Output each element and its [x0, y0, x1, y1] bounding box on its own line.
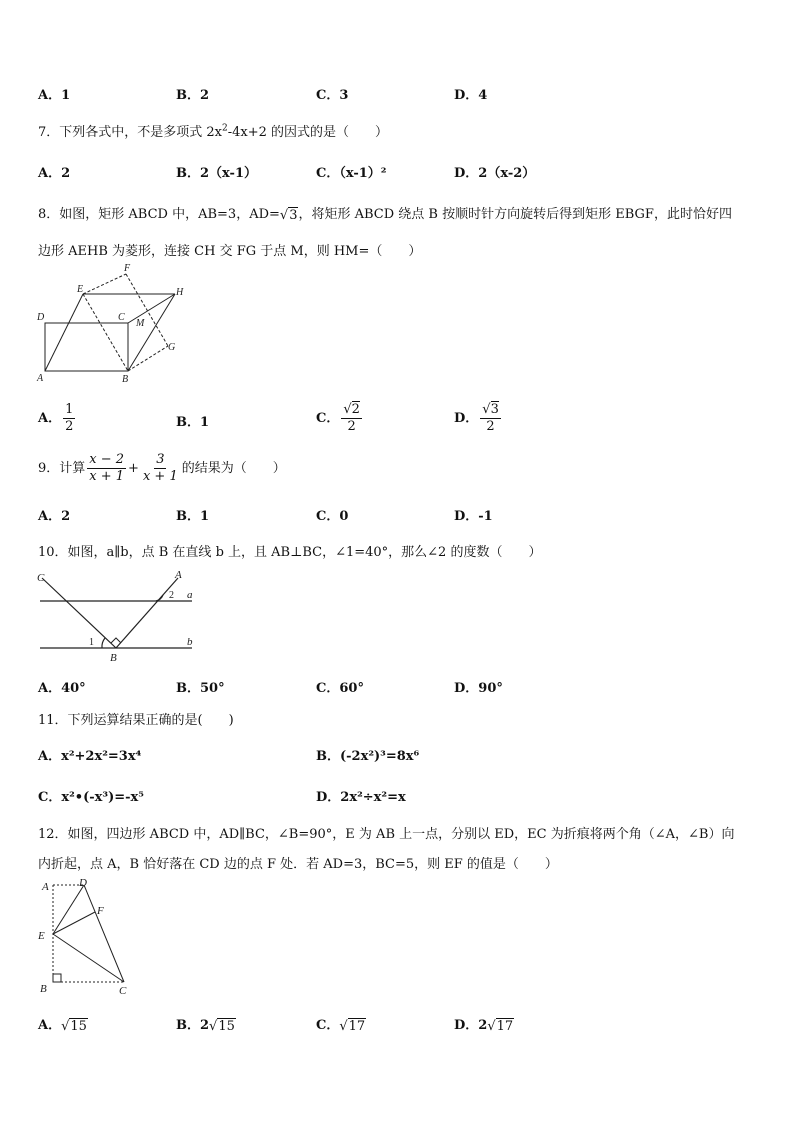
label-f: F [124, 263, 131, 274]
label-e: E [38, 930, 45, 942]
q9-frac1 [87, 452, 126, 485]
q7-option-a: A．2 [38, 166, 71, 181]
q12-option-b [176, 1014, 236, 1034]
q12-figure [34, 878, 134, 998]
label-a: A [175, 569, 182, 581]
q11-option-c: C．x²•(-x³)=-x⁵ [38, 790, 144, 805]
q7-option-b: B．2（x-1） [176, 166, 257, 181]
q10-option-a: A．40° [38, 681, 86, 696]
label-e: E [77, 284, 84, 295]
label-a: A [37, 373, 44, 384]
segment-ba [116, 578, 178, 648]
q6-option-a: A．1 [38, 88, 71, 103]
q9-f2-num: 3 [156, 452, 165, 467]
q6-option-d: D．4 [454, 88, 488, 103]
q12-b-rad: 15 [218, 1018, 235, 1034]
label-c: C [118, 312, 125, 323]
segment-fg [126, 274, 168, 346]
q8-sqrt: √3 [279, 207, 298, 223]
q8-line1 [38, 203, 732, 223]
q12-b-label: B．2 [176, 1018, 210, 1033]
q9-option-c: C．0 [316, 509, 349, 524]
q8-a-num: 1 [65, 402, 74, 417]
q8-line2: 边形 AEHB 为菱形，连接 CH 交 FG 于点 M，则 HM=（ ） [38, 244, 422, 259]
q9-option-b: B．1 [176, 509, 210, 524]
q8-option-c [316, 402, 364, 435]
q9-option-a: A．2 [38, 509, 71, 524]
q11-question: 11．下列运算结果正确的是( ) [38, 713, 234, 728]
q11-option-b: B．(-2x²)³=8x⁶ [316, 749, 420, 764]
q12-a-rad: 15 [70, 1018, 87, 1034]
q9-suffix: 的结果为（ ） [181, 461, 286, 476]
segment-eb [83, 294, 128, 371]
q7-sup: 2 [222, 123, 228, 134]
label-a: A [42, 881, 49, 893]
q8-a-frac [63, 402, 75, 435]
q9-f1-den: x + 1 [89, 469, 125, 484]
rect-abcd [45, 323, 128, 371]
q12-b-sqrt: √15 [209, 1018, 235, 1034]
q8-c-rad: 2 [351, 402, 360, 417]
label-m: M [136, 318, 145, 329]
q9-f1-num: x − 2 [89, 452, 125, 467]
label-c: C [119, 985, 127, 997]
q10-option-b: B．50° [176, 681, 225, 696]
q9-option-d: D．-1 [454, 509, 493, 524]
q8-line1-b: ，将矩形 ABCD 绕点 B 按顺时针方向旋转后得到矩形 EBGF，此时恰好四 [298, 207, 732, 222]
segment-ec [53, 934, 124, 982]
q8-a-den: 2 [65, 419, 74, 434]
q10-option-c: C．60° [316, 681, 364, 696]
segment-ef [53, 912, 95, 934]
q8-d-label: D． [454, 411, 479, 426]
q12-d-sqrt: √17 [487, 1018, 514, 1034]
q8-sqrt-rad: 3 [289, 207, 298, 223]
segment-ef [83, 274, 126, 294]
q11-option-a: A．x²+2x²=3x⁴ [38, 749, 142, 764]
q9-question [38, 452, 286, 485]
q8-d-num: √3 [482, 402, 499, 417]
q8-d-frac [480, 402, 501, 435]
label-c: C [37, 572, 45, 584]
label-f: F [97, 905, 104, 917]
q8-c-num: √2 [343, 402, 360, 417]
q7-option-c: C．（x-1）² [316, 166, 387, 181]
q12-c-label: C． [316, 1018, 340, 1033]
q8-a-label: A． [38, 411, 62, 426]
q6-option-b: B．2 [176, 88, 210, 103]
label-line-b: b [187, 636, 193, 648]
right-angle-mark [53, 974, 61, 982]
q12-c-sqrt: √17 [339, 1018, 366, 1034]
angle-1-arc [102, 638, 105, 648]
label-line-a: a [187, 589, 193, 601]
label-angle-2: 2 [169, 590, 174, 601]
q8-option-b: B．1 [176, 415, 210, 430]
q7-prefix: 7．下列各式中，不是多项式 2x [38, 125, 223, 140]
segment-dc [84, 885, 124, 982]
segment-ae [45, 294, 83, 371]
q12-line1: 12．如图，四边形 ABCD 中，AD∥BC，∠B=90°，E 为 AB 上一点，分别以 ED，EC 为折痕将两个角（∠A，∠B）向 [38, 827, 735, 842]
q7-option-d: D．2（x-2） [454, 166, 536, 181]
label-b: B [40, 983, 47, 995]
q9-prefix: 9．计算 [38, 461, 86, 476]
q8-figure [34, 262, 199, 388]
q12-a-sqrt: √15 [61, 1018, 87, 1034]
q10-figure [32, 566, 200, 664]
q11-option-d: D．2x²÷x²=x [316, 790, 406, 805]
label-h: H [176, 287, 184, 298]
label-d: D [79, 878, 87, 889]
q6-option-c: C．3 [316, 88, 349, 103]
q7-question [38, 121, 388, 140]
label-g: G [168, 342, 176, 353]
q12-line2: 内折起，点 A，B 恰好落在 CD 边的点 F 处．若 AD=3，BC=5，则 EF 的值是（ ） [38, 857, 558, 872]
q8-option-d [454, 402, 503, 435]
q10-question: 10．如图，a∥b，点 B 在直线 b 上，且 AB⊥BC，∠1=40°，那么∠2 的度数（ ） [38, 545, 542, 560]
label-angle-1: 1 [89, 637, 94, 648]
q8-c-den: 2 [347, 419, 356, 434]
label-b: B [110, 652, 117, 664]
q8-c-label: C． [316, 411, 340, 426]
q9-f2-den: x + 1 [142, 469, 178, 484]
q12-d-rad: 17 [496, 1018, 514, 1034]
q12-option-d [454, 1014, 514, 1034]
segment-bg [128, 346, 168, 371]
q9-plus: + [128, 461, 139, 476]
q12-c-rad: 17 [348, 1018, 366, 1034]
q12-a-label: A． [38, 1018, 62, 1033]
q8-line1-a: 8．如图，矩形 ABCD 中，AB=3，AD= [38, 207, 280, 222]
q12-option-a [38, 1014, 88, 1034]
q12-d-label: D．2 [454, 1018, 488, 1033]
label-b: B [122, 374, 129, 385]
q10-option-d: D．90° [454, 681, 503, 696]
q8-d-rad: 3 [490, 402, 499, 417]
q8-d-den: 2 [486, 419, 495, 434]
q9-frac2 [141, 452, 180, 485]
q12-option-c [316, 1014, 366, 1034]
segment-bc [42, 578, 116, 648]
label-d: D [37, 312, 45, 323]
segment-ed [53, 885, 84, 934]
q7-suffix: -4x+2 的因式的是（ ） [227, 125, 389, 140]
q8-option-a [38, 402, 77, 435]
right-angle-mark [111, 638, 121, 643]
segment-hb [128, 294, 175, 371]
q8-c-frac [341, 402, 362, 435]
